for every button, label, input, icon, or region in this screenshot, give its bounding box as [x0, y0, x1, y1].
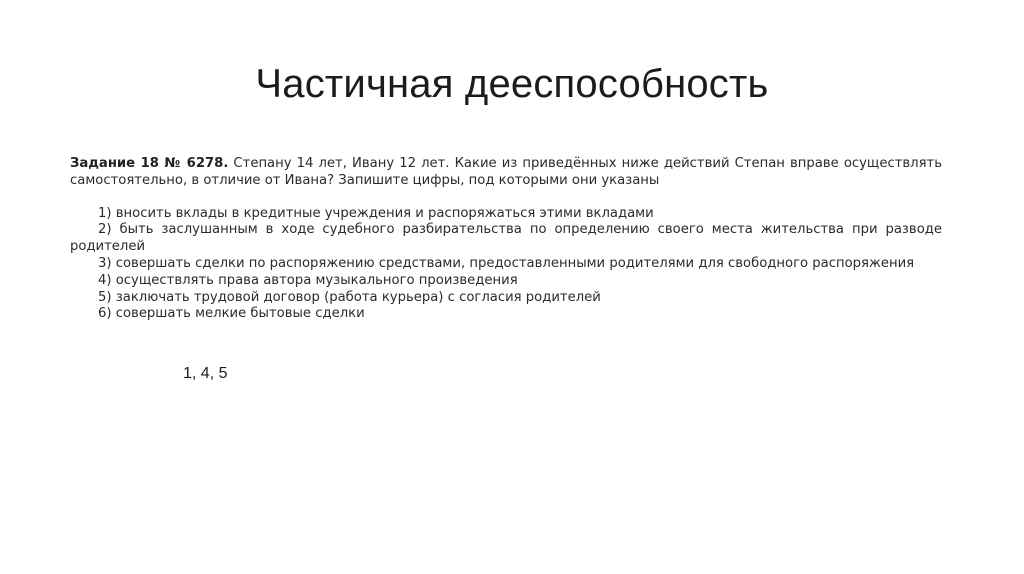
option-item: 4) осуществлять права автора музыкального произведения — [98, 272, 518, 288]
option-item: 6) совершать мелкие бытовые сделки — [98, 306, 365, 322]
answer-text: 1, 4, 5 — [183, 365, 228, 382]
slide-title: Частичная дееспособность — [255, 62, 769, 106]
option-item: 5) заключать трудовой договор (работа курьера) с согласия родителей — [98, 289, 601, 305]
task-question-text: Степану 14 лет, Ивану 12 лет. Какие из приведённых ниже действий Степан вправе осуществлять самостоятельно, в отличие от Ивана? Запишите цифры, под которыми они указаны — [70, 156, 942, 188]
task-number-label: Задание 18 № 6278. — [70, 156, 229, 171]
task-block — [70, 156, 942, 323]
answer-options-list — [70, 206, 942, 324]
option-item: 2) быть заслушанным в ходе судебного разбирательства по определению своего места жительства при разводе родителей — [70, 222, 942, 255]
option-item: 3) совершать сделки по распоряжению средствами, предоставленными родителями для свободного распоряжения — [98, 255, 915, 271]
option-item: 1) вносить вклады в кредитные учреждения и распоряжаться этими вкладами — [98, 205, 654, 221]
task-question — [70, 156, 942, 190]
